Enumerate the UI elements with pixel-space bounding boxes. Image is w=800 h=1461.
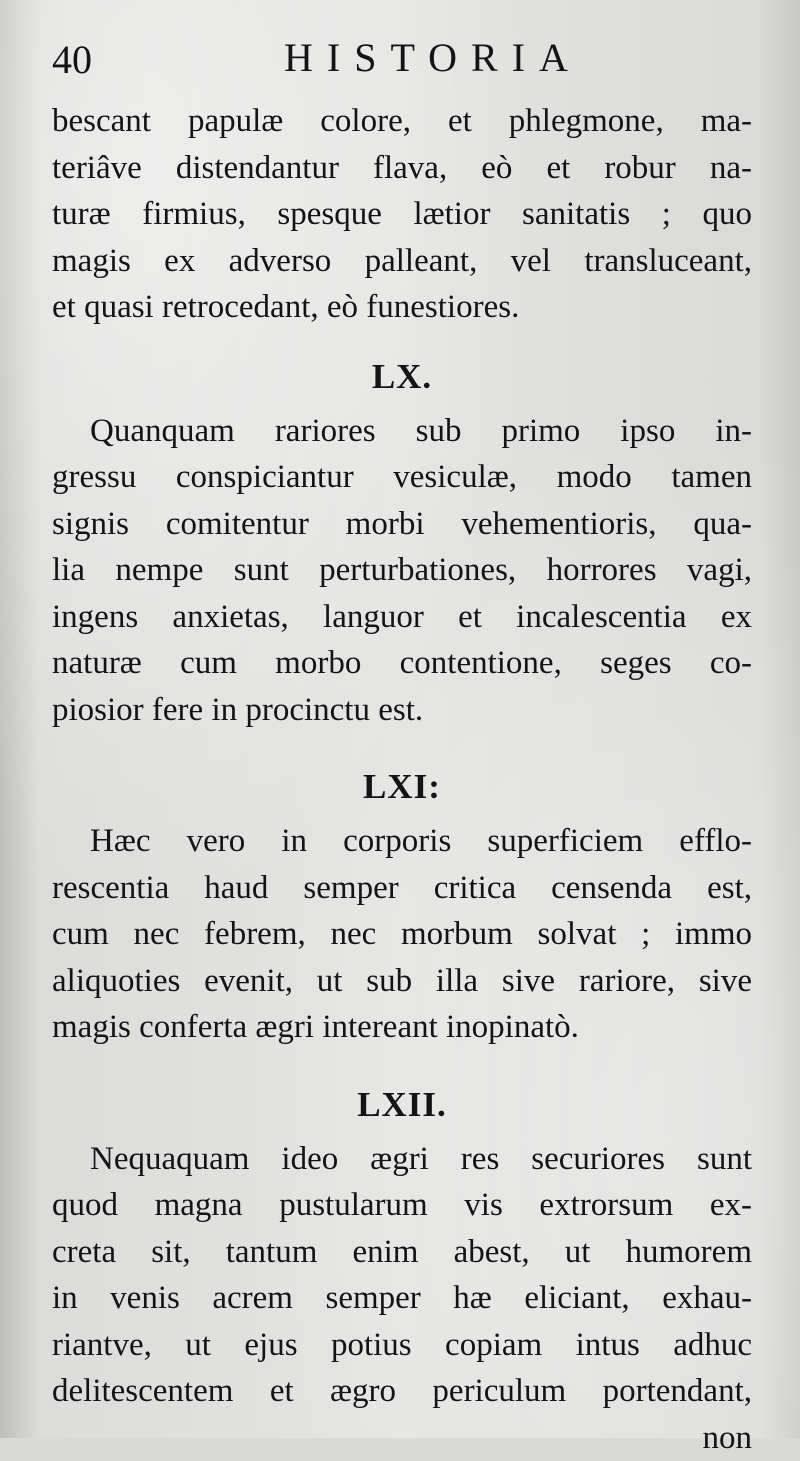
text-line: delitescentem et ægro periculum portendant, bbox=[52, 1368, 752, 1415]
text-line: riantve, ut ejus potius copiam intus adhuc bbox=[52, 1322, 752, 1369]
text-line: in venis acrem semper hæ eliciant, exhau- bbox=[52, 1275, 752, 1322]
text-line: teriâve distendantur flava, eò et robur na- bbox=[52, 145, 752, 192]
text-line: magis ex adverso palleant, vel transluceant, bbox=[52, 238, 752, 285]
page-header bbox=[52, 34, 752, 94]
text-line: cum nec febrem, nec morbum solvat ; immo bbox=[52, 911, 752, 958]
text-line: quod magna pustularum vis extrorsum ex- bbox=[52, 1182, 752, 1229]
catchword: non bbox=[52, 1415, 752, 1461]
text-line: Hæc vero in corporis superficiem efflo- bbox=[52, 818, 752, 865]
text-line: signis comitentur morbi vehementioris, qua- bbox=[52, 501, 752, 548]
text-line: gressu conspiciantur vesiculæ, modo tamen bbox=[52, 454, 752, 501]
section-heading-lxi: LXI: bbox=[52, 769, 752, 804]
text-line: et quasi retrocedant, eò funestiores. bbox=[52, 284, 752, 331]
text-line: turæ firmius, spesque lætior sanitatis ; quo bbox=[52, 191, 752, 238]
page-number: 40 bbox=[52, 40, 92, 80]
section-lxii-paragraph bbox=[52, 1136, 752, 1461]
text-line: aliquoties evenit, ut sub illa sive rariore, sive bbox=[52, 958, 752, 1005]
text-line: lia nempe sunt perturbationes, horrores vagi, bbox=[52, 547, 752, 594]
section-heading-lx: LX. bbox=[52, 359, 752, 394]
text-line: bescant papulæ colore, et phlegmone, ma- bbox=[52, 98, 752, 145]
page-body bbox=[52, 92, 752, 1461]
continuation-paragraph bbox=[52, 98, 752, 331]
text-line: Nequaquam ideo ægri res securiores sunt bbox=[52, 1136, 752, 1183]
section-lxi-paragraph bbox=[52, 818, 752, 1051]
running-head: HISTORIA bbox=[284, 38, 582, 78]
section-lx-paragraph bbox=[52, 408, 752, 734]
text-line: ingens anxietas, languor et incalescentia ex bbox=[52, 594, 752, 641]
section-heading-lxii: LXII. bbox=[52, 1087, 752, 1122]
text-line: piosior fere in procinctu est. bbox=[52, 687, 752, 734]
text-line: magis conferta ægri intereant inopinatò. bbox=[52, 1004, 752, 1051]
text-line: rescentia haud semper critica censenda est, bbox=[52, 865, 752, 912]
text-line: Quanquam rariores sub primo ipso in- bbox=[52, 408, 752, 455]
text-line: naturæ cum morbo contentione, seges co- bbox=[52, 640, 752, 687]
text-line: creta sit, tantum enim abest, ut humorem bbox=[52, 1229, 752, 1276]
